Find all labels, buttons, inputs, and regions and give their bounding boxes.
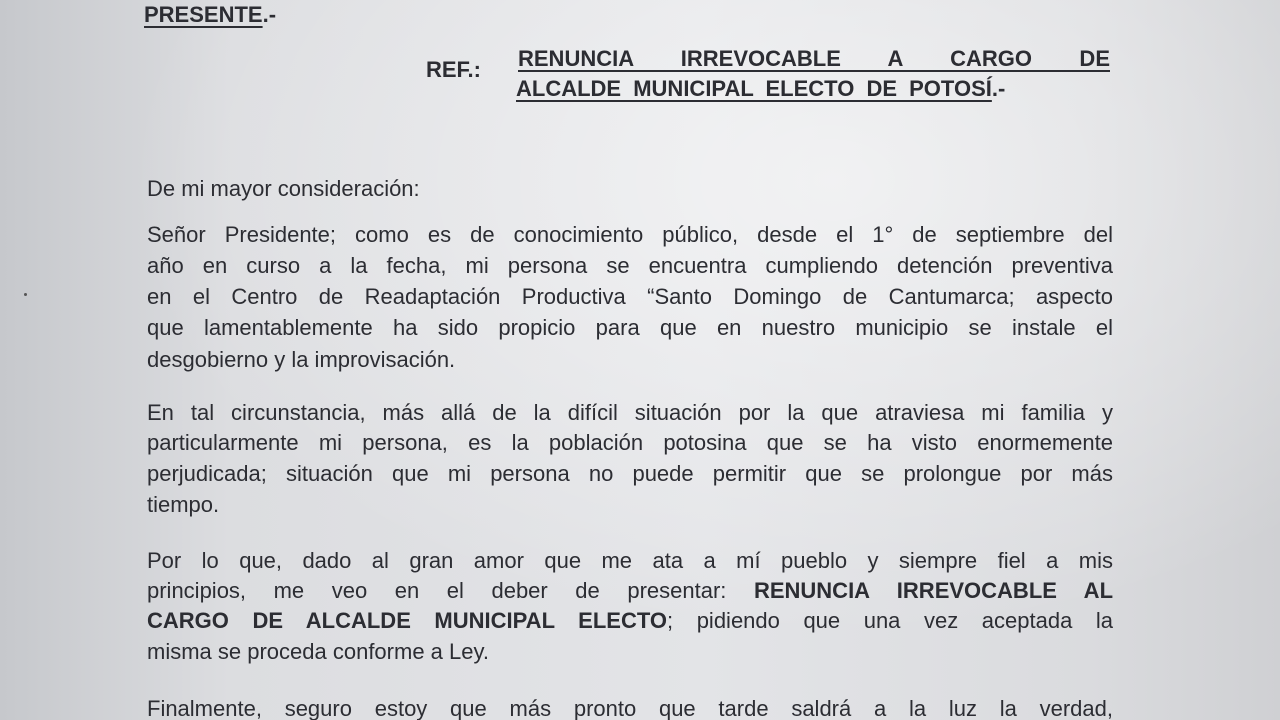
reference-line-2-suffix: .- [991,76,1006,101]
reference-line-2 [516,74,1116,104]
paragraph-3-line-1: Por lo que, dado al gran amor que me ata a mí pueblo y siempre fiel a mis [147,548,1113,573]
paragraph-3-line-2-text: principios, me veo en el deber de presentar: [147,578,754,603]
presente-suffix: .- [262,2,277,27]
paragraph-3-line-4: misma se proceda conforme a Ley. [147,639,489,664]
paragraph-3-line-2 [147,576,1113,606]
paragraph-1-line-1: Señor Presidente; como es de conocimiento público, desde el 1° de septiembre del [147,222,1113,247]
paragraph-3-line-3 [147,606,1113,636]
presente-word: PRESENTE [144,2,263,27]
reference-line-1 [518,44,1110,74]
greeting: De mi mayor consideración: [147,176,420,201]
resignation-emphasis-2: CARGO DE ALCALDE MUNICIPAL ELECTO [147,608,668,633]
paragraph-1-line-5: desgobierno y la improvisación. [147,347,456,372]
recipient-closing [144,0,276,30]
paragraph-2-line-2: particularmente mi persona, es la población potosina que se ha visto enormemente [147,430,1113,455]
paragraph-3-line-3-text: ; pidiendo que una vez aceptada la [667,608,1113,633]
paragraph-2-line-3: perjudicada; situación que mi persona no puede permitir que se prolongue por más [147,461,1113,486]
paper-speck [24,293,27,296]
paragraph-1-line-2: año en curso a la fecha, mi persona se encuentra cumpliendo detención preventiva [147,253,1113,278]
reference-line-2-text: ALCALDE MUNICIPAL ELECTO DE POTOSÍ [516,76,992,101]
paragraph-4-line-1: Finalmente, seguro estoy que más pronto que tarde saldrá a la luz la verdad, [147,696,1113,720]
paragraph-1-line-3: en el Centro de Readaptación Productiva “Santo Domingo de Cantumarca; aspecto [147,284,1113,309]
paragraph-1-line-4: que lamentablemente ha sido propicio para que en nuestro municipio se instale el [147,315,1113,340]
reference-label: REF.: [426,57,481,82]
reference-line-1-text: RENUNCIA IRREVOCABLE A CARGO DE [518,46,1110,71]
resignation-emphasis-1: RENUNCIA IRREVOCABLE AL [753,578,1114,603]
paragraph-2-line-1: En tal circunstancia, más allá de la difícil situación por la que atraviesa mi familia y [147,400,1113,425]
paragraph-2-line-4: tiempo. [147,492,220,517]
